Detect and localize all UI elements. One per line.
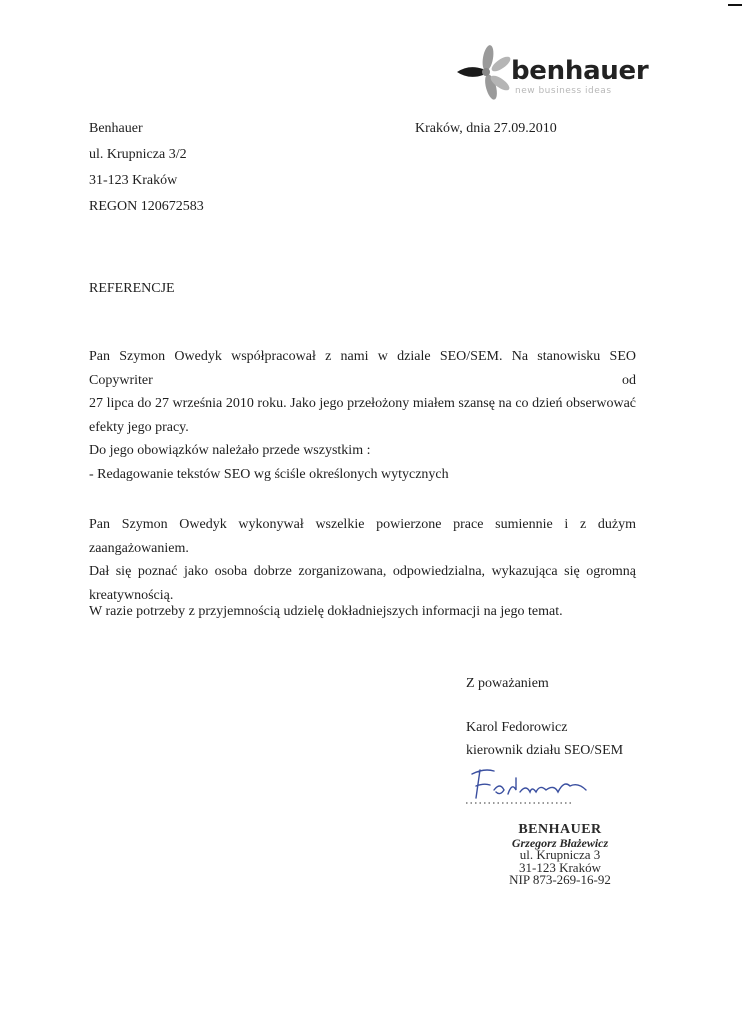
stamp-person: Grzegorz Błażewicz <box>511 835 609 850</box>
stamp-nip: NIP 873-269-16-92 <box>509 872 611 887</box>
paragraph-contact: W razie potrzeby z przyjemnością udzielę dokładniejszych informacji na jego temat. <box>89 604 563 619</box>
document-title: REFERENCJE <box>89 281 175 296</box>
paragraph-assessment <box>89 513 636 607</box>
logo-wordmark: benhauer <box>511 56 649 86</box>
stamp-street: ul. Krupnicza 3 <box>519 847 601 862</box>
company-stamp <box>490 824 630 887</box>
sender-address <box>89 120 204 224</box>
stamp-company: BENHAUER <box>518 822 602 837</box>
logo-tagline: new business ideas <box>515 86 612 96</box>
paragraph-line: kreatywnością. <box>89 587 174 603</box>
paragraph-line: Dał się poznać jako osoba dobrze zorganizowana, odpowiedzialna, wykazująca się ogromną <box>89 564 636 579</box>
sender-regon: REGON 120672583 <box>89 199 204 214</box>
sender-street: ul. Krupnicza 3/2 <box>89 147 187 162</box>
duty-item: - Redagowanie tekstów SEO wg ściśle określonych wytycznych <box>89 467 449 482</box>
scan-edge-mark <box>728 4 742 6</box>
signer-name: Karol Fedorowicz <box>466 720 568 735</box>
paragraph-line: Pan Szymon Owedyk wykonywał wszelkie powierzone prace sumiennie i z dużym zaangażowaniem. <box>89 517 636 556</box>
sender-city: 31-123 Kraków <box>89 173 178 188</box>
duties-intro: Do jego obowiązków należało przede wszystkim : <box>89 443 371 458</box>
stamp-city: 31-123 Kraków <box>519 859 601 875</box>
signer-title: kierownik działu SEO/SEM <box>466 743 624 758</box>
handwritten-signature <box>460 760 610 815</box>
sender-name: Benhauer <box>89 121 143 136</box>
paragraph-line: efekty jego pracy. <box>89 419 189 435</box>
company-logo <box>455 42 655 104</box>
paragraph-line: Pan Szymon Owedyk współpracował z nami w dziale SEO/SEM. Na stanowisku SEO Copywriter od <box>89 349 636 388</box>
closing-salutation: Z poważaniem <box>466 676 549 691</box>
flower-logo-icon <box>455 42 515 104</box>
paragraph-line: 27 lipca do 27 września 2010 roku. Jako jego przełożony miałem szansę na co dzień obserwować <box>89 396 636 411</box>
paragraph-intro <box>89 345 636 439</box>
place-date: Kraków, dnia 27.09.2010 <box>415 121 557 136</box>
